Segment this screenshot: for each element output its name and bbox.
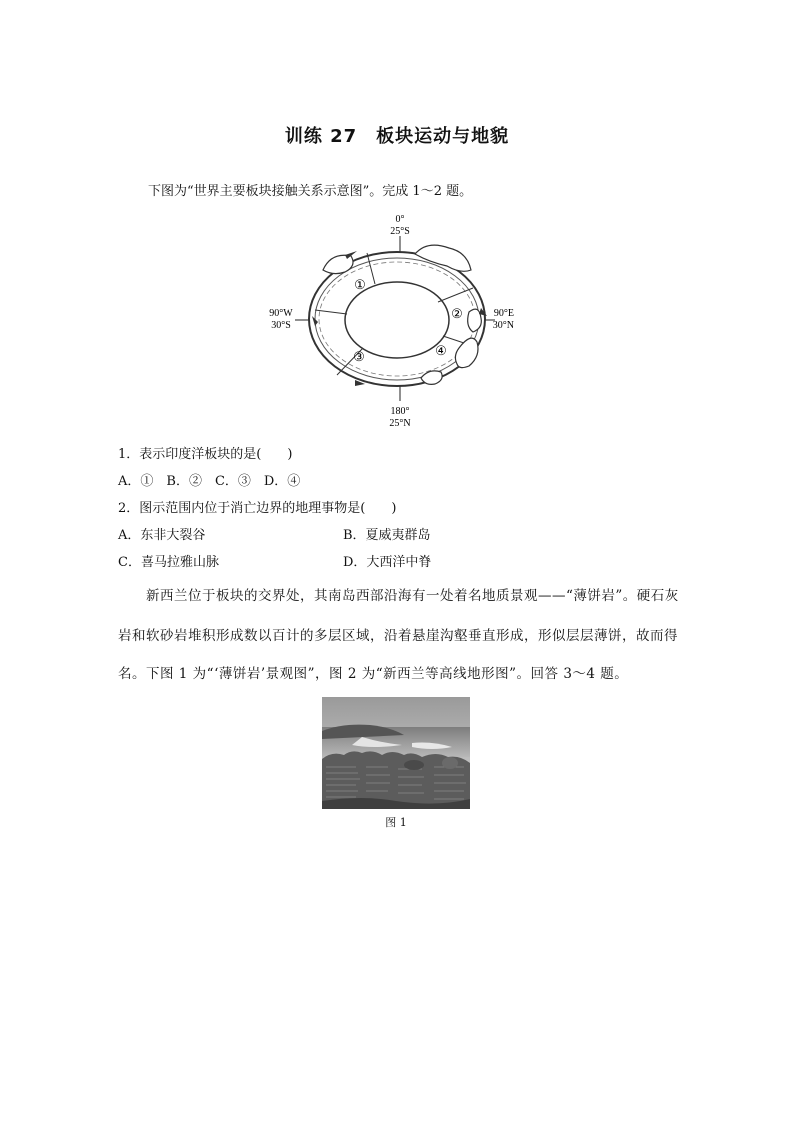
right-label-2: 30°N <box>492 320 514 331</box>
plate-3-label: ③ <box>353 349 365 364</box>
bottom-label-2: 25°N <box>389 418 411 429</box>
left-label-2: 30°S <box>271 320 291 331</box>
right-label-1: 90°E <box>493 308 514 319</box>
photo-caption: 图 1 <box>385 816 407 829</box>
question-2-option-a: A．东非大裂谷 <box>118 528 206 543</box>
plate-2-label: ② <box>451 306 463 321</box>
question-1-stem: 1．表示印度洋板块的是( ) <box>118 447 293 462</box>
intro-text-1: 下图为“世界主要板块接触关系示意图”。完成 1～2 题。 <box>148 184 473 199</box>
top-label-2: 25°S <box>390 226 410 237</box>
paragraph-line-1: 新西兰位于板块的交界处，其南岛西部沿海有一处着名地质景观——“薄饼岩”。硬石灰 <box>146 588 679 604</box>
left-label-1: 90°W <box>269 308 293 319</box>
top-label-1: 0° <box>395 214 405 225</box>
question-2-option-c: C．喜马拉雅山脉 <box>118 555 219 570</box>
plate-diagram <box>255 208 514 433</box>
paragraph-line-2: 岩和软砂岩堆积形成数以百计的多层区域，沿着悬崖沟壑垂直形成，形似层层薄饼，故而得 <box>118 628 678 644</box>
question-2-option-d: D．大西洋中脊 <box>343 555 432 570</box>
question-2-option-b: B．夏威夷群岛 <box>343 528 431 543</box>
plate-1-label: ① <box>354 277 366 292</box>
pancake-rocks-photo <box>322 697 470 809</box>
question-1-options: A．① B．② C．③ D．④ <box>118 474 301 489</box>
paragraph-line-3: 名。下图 1 为“‘薄饼岩’景观图”，图 2 为“新西兰等高线地形图”。回答 3～4 题。 <box>118 666 629 682</box>
question-2-stem: 2．图示范围内位于消亡边界的地理事物是( ) <box>118 501 397 516</box>
plate-4-label: ④ <box>435 343 447 358</box>
page-title: 训练 27 板块运动与地貌 <box>284 126 510 147</box>
bottom-label-1: 180° <box>390 406 410 417</box>
